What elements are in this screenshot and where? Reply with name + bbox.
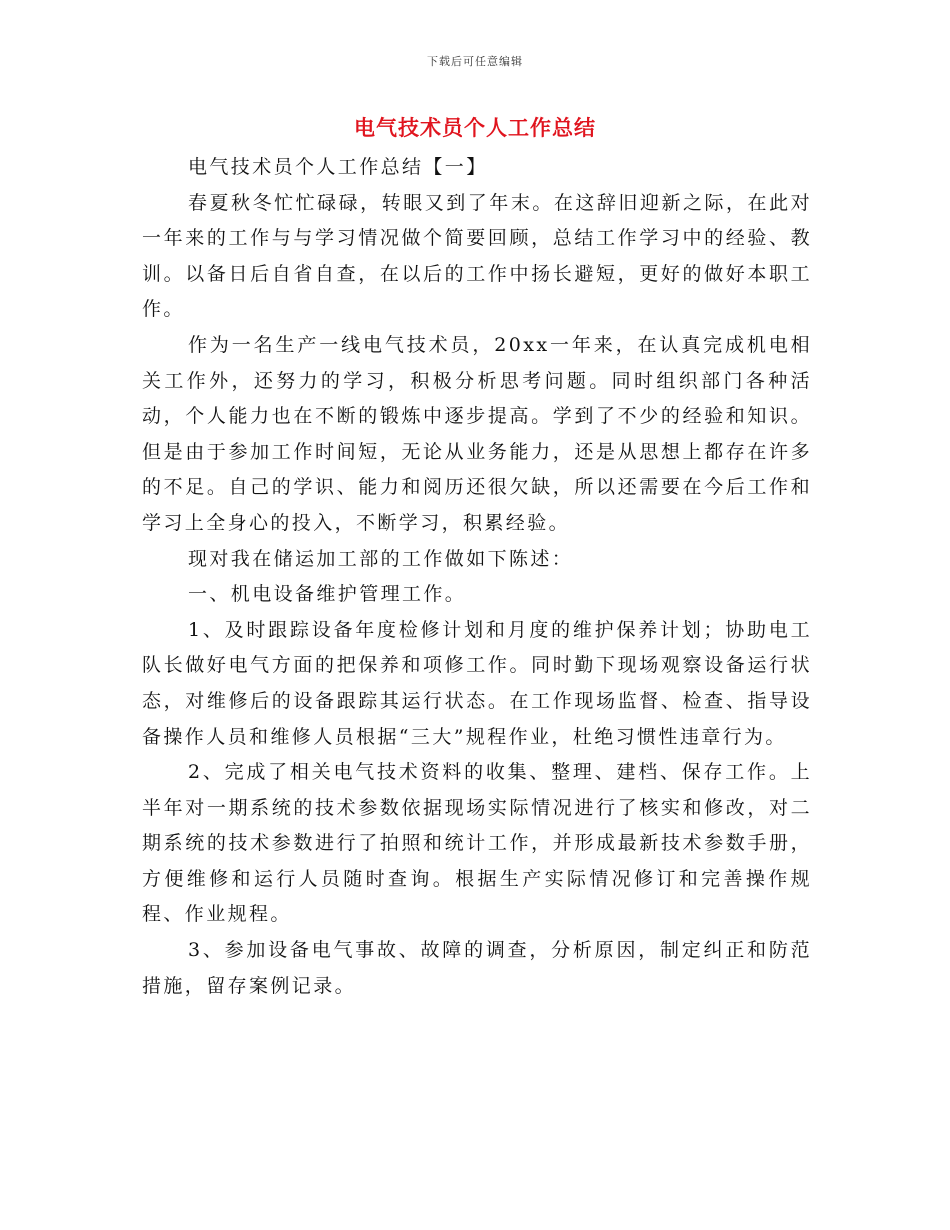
paragraph-intro: 春夏秋冬忙忙碌碌，转眼又到了年末。在这辞旧迎新之际，在此对一年来的工作与与学习情况做个简要回顾，总结工作学习中的经验、教训。以备日后自省自查，在以后的工作中扬长避短，更好的做好本职工作。	[142, 191, 812, 321]
document-body	[142, 150, 812, 1004]
paragraph-item-1: 1、及时跟踪设备年度检修计划和月度的维护保养计划；协助电工队长做好电气方面的把保养和项修工作。同时勤下现场观察设备运行状态，对维修后的设备跟踪其运行状态。在工作现场监督、检查、指导设备操作人员和维修人员根据“三大”规程作业，杜绝习惯性违章行为。	[142, 618, 812, 748]
paragraph-item-3: 3、参加设备电气事故、故障的调查，分析原因，制定纠正和防范措施，留存案例记录。	[142, 939, 812, 997]
header-note: 下载后可任意编辑	[427, 55, 523, 68]
paragraph-item-2: 2、完成了相关电气技术资料的收集、整理、建档、保存工作。上半年对一期系统的技术参数依据现场实际情况进行了核实和修改，对二期系统的技术参数进行了拍照和统计工作，并形成最新技术参数手册，方便维修和运行人员随时查询。根据生产实际情况修订和完善操作规程、作业规程。	[142, 761, 812, 926]
paragraph-section-heading: 电气技术员个人工作总结【一】	[188, 156, 488, 178]
document-title: 电气技术员个人工作总结	[354, 115, 596, 140]
paragraph-self-assessment: 作为一名生产一线电气技术员，20xx一年来，在认真完成机电相关工作外，还努力的学习，积极分析思考问题。同时组织部门各种活动，个人能力也在不断的锻炼中逐步提高。学到了不少的经验和知识。但是由于参加工作时间短，无论从业务能力，还是从思想上都存在许多的不足。自己的学识、能力和阅历还很欠缺，所以还需要在今后工作和学习上全身心的投入，不断学习，积累经验。	[142, 333, 812, 534]
paragraph-statement: 现对我在储运加工部的工作做如下陈述：	[188, 547, 574, 570]
paragraph-heading-equipment: 一、机电设备维护管理工作。	[188, 583, 467, 606]
